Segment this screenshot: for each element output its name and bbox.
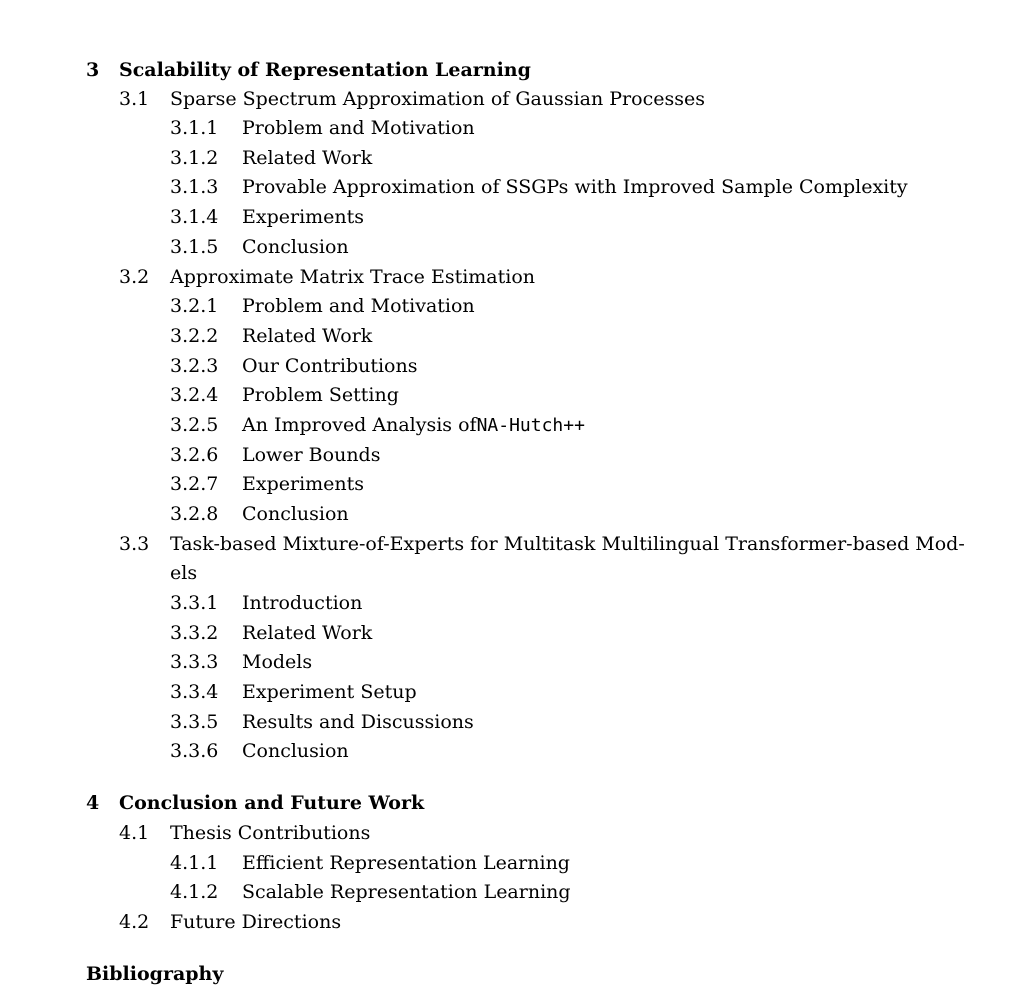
toc-entry-number: 4.2 [119, 911, 150, 933]
toc-entry-title: Scalability of Representation Learning [119, 59, 531, 81]
toc-entry-title: Models [242, 651, 313, 673]
toc-entry-title: Experiments [242, 206, 365, 228]
toc-entry-number: 3.2.6 [170, 444, 219, 466]
toc-entry-number: 4 [86, 792, 100, 814]
toc-entry-number: 3.1 [119, 88, 150, 110]
toc-entry-title: Experiment Setup [242, 681, 417, 703]
toc-entry-title: Problem and Motivation [242, 117, 475, 139]
toc-entry-number: 3 [86, 59, 100, 81]
toc-entry-title: Results and Discussions [242, 711, 474, 733]
toc-entry-title: els [170, 562, 198, 584]
toc-entry-number: 3.1.2 [170, 147, 219, 169]
toc-entry-number: 3.1.5 [170, 236, 219, 258]
toc-entry-number: 3.3.1 [170, 592, 219, 614]
toc-entry-title: Lower Bounds [242, 444, 381, 466]
toc-entry-number: 3.2 [119, 266, 150, 288]
toc-entry-number: 3.2.5 [170, 414, 219, 436]
toc-entry-number: 3.3 [119, 533, 150, 555]
toc-entry-title: Sparse Spectrum Approximation of Gaussian Processes [170, 88, 705, 110]
toc-entry-title: Conclusion [242, 236, 349, 258]
toc-entry-title-code: NA-Hutch++ [476, 415, 585, 436]
toc-entry-number: 3.3.6 [170, 740, 219, 762]
toc-entry-number: 3.3.2 [170, 622, 219, 644]
toc-entry-number: 3.3.3 [170, 651, 219, 673]
toc-entry-number: 3.2.2 [170, 325, 219, 347]
toc-entry-title: Bibliography [86, 963, 224, 985]
toc-entry-title: Introduction [242, 592, 363, 614]
toc-entry-title: Related Work [242, 325, 373, 347]
toc-entry-number: 4.1.1 [170, 852, 219, 874]
toc-entry-title: Related Work [242, 147, 373, 169]
toc-entry-title: Related Work [242, 622, 373, 644]
toc-entry-title: An Improved Analysis of [242, 414, 477, 436]
toc-entry-number: 3.2.8 [170, 503, 219, 525]
toc-entry-title: Thesis Contributions [170, 822, 371, 844]
toc-entry-title: Our Contributions [242, 355, 418, 377]
toc-entry-number: 3.3.5 [170, 711, 219, 733]
toc-entry-title: Conclusion [242, 740, 349, 762]
toc-entry-number: 3.2.7 [170, 473, 219, 495]
toc-entry-title: Problem Setting [242, 384, 399, 406]
toc-entry-number: 4.1 [119, 822, 150, 844]
toc-entry-number: 3.1.4 [170, 206, 219, 228]
toc-entry-title: Approximate Matrix Trace Estimation [170, 266, 536, 288]
toc-entry-title: Conclusion [242, 503, 349, 525]
toc-entry-title: Task-based Mixture-of-Experts for Multitask Multilingual Transformer-based Mod- [170, 533, 965, 555]
toc-entry-number: 3.1.1 [170, 117, 219, 139]
toc-entry-title: Efficient Representation Learning [242, 852, 570, 874]
toc-entry-title: Future Directions [170, 911, 342, 933]
toc-entry-number: 4.1.2 [170, 881, 219, 903]
toc-entry-title: Conclusion and Future Work [119, 792, 425, 814]
toc-entry-number: 3.2.4 [170, 384, 219, 406]
toc-entry-number: 3.1.3 [170, 176, 219, 198]
toc-entry-number: 3.3.4 [170, 681, 219, 703]
toc-entry-number: 3.2.3 [170, 355, 219, 377]
toc-entry-title: Experiments [242, 473, 365, 495]
toc-entry-title: Scalable Representation Learning [242, 881, 571, 903]
toc-entry-title: Problem and Motivation [242, 295, 475, 317]
toc-entry-number: 3.2.1 [170, 295, 219, 317]
toc-entry-title: Provable Approximation of SSGPs with Improved Sample Complexity [242, 176, 908, 198]
